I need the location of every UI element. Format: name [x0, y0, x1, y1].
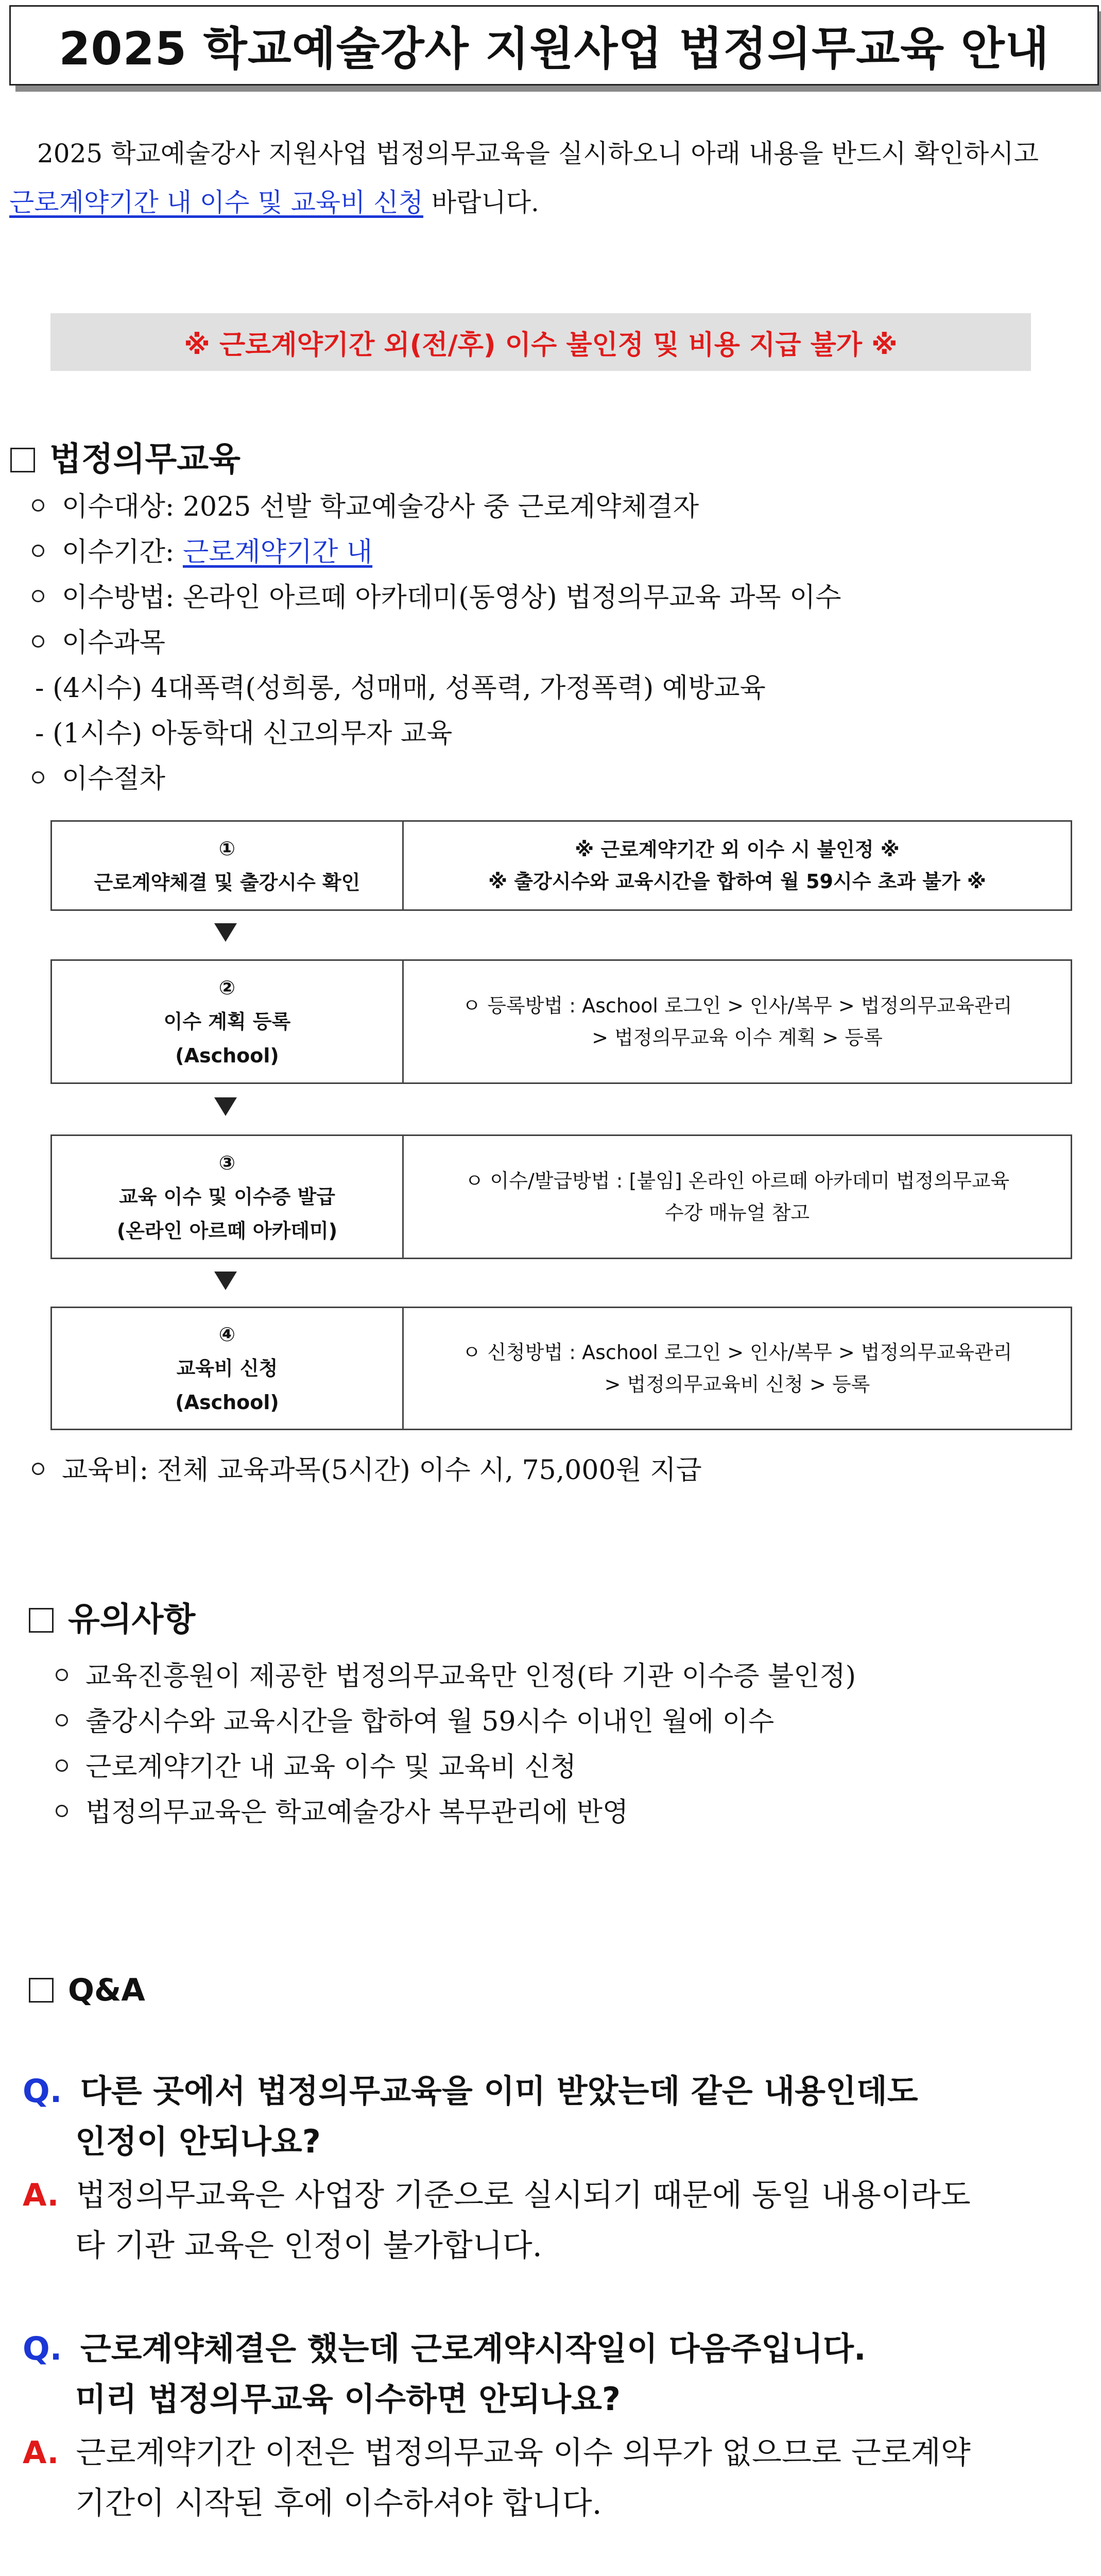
question-1 — [23, 2066, 918, 2116]
step-4-title: 교육비 신청 — [176, 1357, 278, 1380]
step-1-desc-cell — [404, 822, 1071, 909]
circle-bullet-icon — [56, 1805, 68, 1817]
step-4-number: ④ — [218, 1323, 236, 1346]
q-mark: Q. — [23, 2072, 62, 2110]
question-text: 다른 곳에서 법정의무교육을 이미 받았는데 같은 내용인데도 — [80, 2072, 918, 2110]
item-procedure — [32, 756, 165, 802]
step-1-desc-2: ※ 출강시수와 교육시간을 합하여 월 59시수 초과 불가 ※ — [488, 870, 986, 893]
section-heading-qa — [29, 1972, 145, 2008]
question-text: 근로계약체결은 했는데 근로계약시작일이 다음주입니다. — [80, 2330, 866, 2367]
answer-2 — [23, 2428, 971, 2478]
down-arrow-icon — [214, 1272, 237, 1290]
circle-bullet-icon — [56, 1669, 68, 1681]
step-2-desc-1: ㅇ 등록방법 : Aschool 로그인 > 인사/복무 > 법정의무교육관리 — [462, 994, 1012, 1017]
step-1-desc-1: ※ 근로계약기간 외 이수 시 불인정 ※ — [575, 838, 900, 861]
section-heading-text: 법정의무교육 — [49, 440, 240, 479]
circle-bullet-icon — [32, 635, 44, 648]
step-1-number: ① — [218, 837, 236, 860]
note-item-text: 출강시수와 교육시간을 합하여 월 59시수 이내인 월에 이수 — [85, 1706, 775, 1737]
intro-line-2-rest: 바랍니다. — [423, 188, 539, 217]
step-1-title: 근로계약체결 및 출강시수 확인 — [94, 871, 360, 894]
step-2-title-cell — [52, 961, 404, 1082]
note-item-text: 교육진흥원이 제공한 법정의무교육만 인정(타 기관 이수증 불인정) — [85, 1661, 856, 1692]
intro-link[interactable]: 근로계약기간 내 이수 및 교육비 신청 — [9, 188, 423, 217]
square-bullet-icon — [29, 1608, 54, 1633]
step-3-title-cell — [52, 1136, 404, 1258]
question-text: 미리 법정의무교육 이수하면 안되나요? — [75, 2380, 621, 2418]
circle-bullet-icon — [32, 499, 44, 512]
warning-bar: ※ 근로계약기간 외(전/후) 이수 불인정 및 비용 지급 불가 ※ — [50, 313, 1031, 371]
item-courses-text: 이수과목 — [62, 628, 165, 658]
step-2-title: 이수 계획 등록 — [163, 1010, 291, 1033]
course-2: - (1시수) 아동학대 신고의무자 교육 — [35, 718, 453, 749]
circle-bullet-icon — [32, 590, 44, 602]
answer-text: 근로계약기간 이전은 법정의무교육 이수 의무가 없으므로 근로계약 — [76, 2435, 971, 2471]
square-bullet-icon — [10, 448, 35, 472]
step-4-desc-cell — [404, 1308, 1071, 1429]
down-arrow-icon — [214, 923, 237, 942]
q-mark: Q. — [23, 2330, 62, 2367]
procedure-step-2 — [50, 959, 1072, 1084]
item-procedure-text: 이수절차 — [62, 764, 165, 794]
step-3-subtitle: (온라인 아르떼 아카데미) — [116, 1219, 338, 1242]
answer-text: 법정의무교육은 사업장 기준으로 실시되기 때문에 동일 내용이라도 — [76, 2177, 971, 2213]
page-title: 2025 학교예술강사 지원사업 법정의무교육 안내 — [59, 22, 1050, 75]
circle-bullet-icon — [32, 545, 44, 557]
note-item — [56, 1744, 576, 1790]
item-period-label: 이수기간: — [62, 537, 183, 568]
note-item-text: 법정의무교육은 학교예술강사 복무관리에 반영 — [85, 1797, 629, 1828]
procedure-step-4 — [50, 1307, 1072, 1430]
item-period-link[interactable]: 근로계약기간 내 — [182, 537, 373, 568]
item-fee-text: 교육비: 전체 교육과목(5시간) 이수 시, 75,000원 지급 — [62, 1455, 702, 1486]
intro-line-1: 2025 학교예술강사 지원사업 법정의무교육을 실시하오니 아래 내용을 반드시 확인하시고 — [37, 139, 1039, 168]
section-heading-text: 유의사항 — [68, 1601, 196, 1639]
step-3-desc-1: ㅇ 이수/발급방법 : [붙임] 온라인 아르떼 아카데미 법정의무교육 — [465, 1170, 1010, 1192]
square-bullet-icon — [29, 1978, 54, 2003]
course-1: - (4시수) 4대폭력(성희롱, 성매매, 성폭력, 가정폭력) 예방교육 — [35, 673, 766, 704]
item-period — [32, 530, 372, 575]
question-text: 인정이 안되나요? — [75, 2123, 321, 2160]
item-target — [32, 484, 699, 530]
item-method-text: 이수방법: 온라인 아르떼 아카데미(동영상) 법정의무교육 과목 이수 — [62, 582, 841, 613]
step-4-desc-2: > 법정의무교육비 신청 > 등록 — [604, 1373, 870, 1396]
answer-text: 기간이 시작된 후에 이수하셔야 합니다. — [75, 2485, 602, 2521]
circle-bullet-icon — [32, 1463, 44, 1475]
circle-bullet-icon — [56, 1714, 68, 1726]
step-3-number: ③ — [218, 1151, 236, 1174]
step-2-desc-cell — [404, 961, 1071, 1082]
step-4-desc-1: ㅇ 신청방법 : Aschool 로그인 > 인사/복무 > 법정의무교육관리 — [462, 1341, 1012, 1364]
step-3-desc-cell — [404, 1136, 1071, 1258]
circle-bullet-icon — [56, 1759, 68, 1772]
item-target-text: 이수대상: 2025 선발 학교예술강사 중 근로계약체결자 — [62, 492, 699, 522]
step-1-title-cell — [52, 822, 404, 909]
section-heading-education — [10, 433, 240, 480]
step-2-subtitle: (Aschool) — [175, 1044, 279, 1067]
item-fee — [32, 1448, 702, 1493]
note-item — [56, 1699, 774, 1744]
note-item — [56, 1654, 856, 1699]
procedure-step-1 — [50, 820, 1072, 911]
question-2 — [23, 2324, 866, 2374]
down-arrow-icon — [214, 1097, 237, 1116]
note-item — [56, 1790, 628, 1835]
step-2-number: ② — [218, 976, 236, 999]
circle-bullet-icon — [32, 771, 44, 784]
a-mark: A. — [23, 2435, 59, 2471]
step-3-desc-2: 수강 매뉴얼 참고 — [664, 1201, 810, 1224]
answer-1 — [23, 2170, 971, 2221]
note-item-text: 근로계약기간 내 교육 이수 및 교육비 신청 — [85, 1752, 577, 1783]
step-4-title-cell — [52, 1308, 404, 1429]
title-box — [9, 5, 1099, 86]
answer-text: 타 기관 교육은 인정이 불가합니다. — [75, 2228, 542, 2264]
step-2-desc-2: > 법정의무교육 이수 계획 > 등록 — [592, 1026, 883, 1049]
procedure-step-3 — [50, 1134, 1072, 1259]
item-method — [32, 575, 841, 620]
step-4-subtitle: (Aschool) — [175, 1391, 279, 1414]
step-3-title: 교육 이수 및 이수증 발급 — [119, 1185, 335, 1208]
item-courses — [32, 620, 165, 666]
section-heading-notes — [29, 1593, 195, 1640]
a-mark: A. — [23, 2177, 59, 2213]
intro-line-2 — [9, 178, 1086, 227]
section-heading-text: Q&A — [68, 1972, 145, 2008]
